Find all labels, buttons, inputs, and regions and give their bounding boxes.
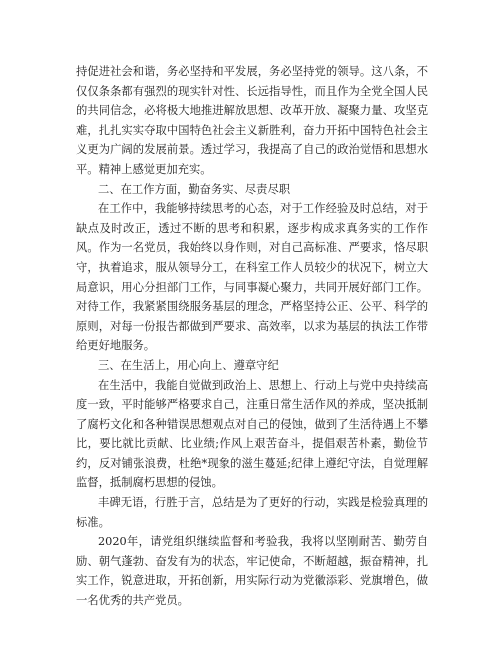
section-heading-life: 三、在生活上，用心向上、遵章守纪: [98, 358, 279, 372]
document-body: [76, 62, 428, 611]
paragraph-pledge: 2020年，请党组织继续监督和考验我，我将以坚刚耐苦、勤劳自励、朝气蓬勃、奋发有为的状态，牢记使命，不断超越，振奋精神，扎实工作，锐意进取，开拓创新，用实际行动为党徽添彩、党旗增色，做一名优秀的共产党员。: [76, 535, 428, 608]
paragraph-summary: 丰碑无语，行胜于言，总结是为了更好的行动，实践是检验真理的标准。: [76, 496, 428, 529]
paragraph-work: 在工作中，我能够持续思考的心态，对于工作经验及时总结，对于缺点及时改正，透过不断的思考和积累，逐步构成求真务实的工作作风。作为一名党员，我始终以身作则，对自己高标准、严要求，恪尽职守，执着追求，服从领导分工，在科室工作人员较少的状况下，树立大局意识，用心分担部门工作，与同事凝心聚力，共同开展好部门工作。对待工作，我紧紧围绕服务基层的理念，严格坚持公正、公平、科学的原则，对每一份报告都做到严要求、高效率，以求为基层的执法工作带给更好地服务。: [76, 202, 428, 353]
paragraph-party-leadership: 持促进社会和谐，务必坚持和平发展，务必坚持党的领导。这八条，不仅仅条条都有强烈的现实针对性、长远指导性，而且作为全党全国人民的共同信念，必将极大地推进解放思想、改革开放、凝聚力量、攻坚克难，扎扎实实夺取中国特色社会主义新胜利，奋力开拓中国特色社会主义更为广阔的发展前景。透过学习，我提高了自己的政治觉悟和思想水平。精神上感觉更加充实。: [76, 65, 428, 176]
paragraph-life: 在生活中，我能自觉做到政治上、思想上、行动上与党中央持续高度一致，平时能够严格要求自己，注重日常生活作风的养成，坚决抵制了腐朽文化和各种错误思想观点对自己的侵蚀，做到了生活待遇上不攀比，要比就比贡献、比业绩;作风上艰苦奋斗，提倡艰苦朴素，勤俭节约，反对铺张浪费，杜绝*现象的滋生蔓延;纪律上遵纪守法，自觉理解监督，抵制腐朽思想的侵蚀。: [76, 378, 428, 490]
section-heading-work: 二、在工作方面，勤奋务实、尽责尽职: [98, 182, 291, 196]
